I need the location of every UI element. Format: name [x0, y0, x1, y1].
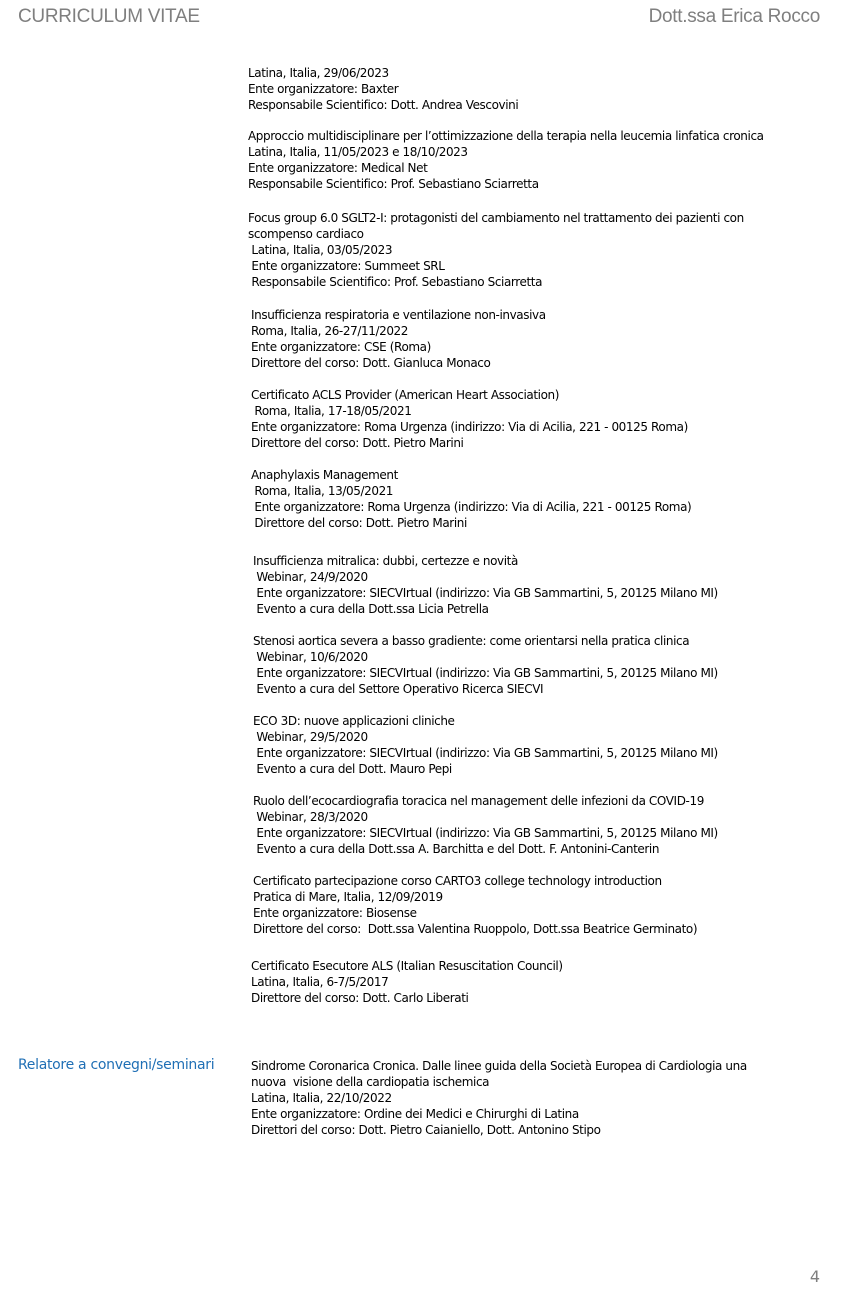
- speaker-line: Latina, Italia, 22/10/2022: [251, 1091, 392, 1105]
- course-line: Roma, Italia, 13/05/2021: [251, 484, 394, 498]
- course-entry: [251, 387, 688, 451]
- speaker-line: nuova visione della cardiopatia ischemica: [251, 1075, 490, 1089]
- course-line: Insufficienza respiratoria e ventilazione non-invasiva: [251, 308, 546, 322]
- course-line: Webinar, 10/6/2020: [253, 650, 368, 664]
- course-line: Direttore del corso: Dott.ssa Valentina Ruoppolo, Dott.ssa Beatrice Germinato): [253, 922, 698, 936]
- course-line: Ente organizzatore: CSE (Roma): [251, 340, 431, 354]
- course-line: Responsabile Scientifico: Dott. Andrea Vescovini: [248, 98, 519, 112]
- course-line: ECO 3D: nuove applicazioni cliniche: [253, 714, 455, 728]
- speaker-entry: [251, 1058, 747, 1138]
- course-line: Ente organizzatore: Roma Urgenza (indirizzo: Via di Acilia, 221 - 00125 Roma): [251, 500, 692, 514]
- course-line: Evento a cura della Dott.ssa Licia Petrella: [253, 602, 489, 616]
- course-line: Latina, Italia, 6-7/5/2017: [251, 975, 389, 989]
- course-entry: [253, 713, 718, 777]
- course-line: Pratica di Mare, Italia, 12/09/2019: [253, 890, 443, 904]
- course-entry: [248, 65, 518, 113]
- course-line: Webinar, 29/5/2020: [253, 730, 368, 744]
- course-line: Stenosi aortica severa a basso gradiente: come orientarsi nella pratica clinica: [253, 634, 690, 648]
- course-line: Ente organizzatore: Biosense: [253, 906, 417, 920]
- course-entry: [253, 873, 697, 937]
- course-line: Ente organizzatore: SIECVIrtual (indirizzo: Via GB Sammartini, 5, 20125 Milano MI): [253, 746, 718, 760]
- course-line: Direttore del corso: Dott. Pietro Marini: [251, 436, 464, 450]
- course-line: Anaphylaxis Management: [251, 468, 398, 482]
- course-line: Certificato ACLS Provider (American Heart Association): [251, 388, 560, 402]
- course-line: Evento a cura del Dott. Mauro Pepi: [253, 762, 452, 776]
- course-line: Direttore del corso: Dott. Gianluca Monaco: [251, 356, 491, 370]
- course-line: Focus group 6.0 SGLT2-I: protagonisti del cambiamento nel trattamento dei pazienti con: [248, 211, 744, 225]
- course-line: Certificato Esecutore ALS (Italian Resuscitation Council): [251, 959, 563, 973]
- course-line: Responsabile Scientifico: Prof. Sebastiano Sciarretta: [248, 177, 539, 191]
- course-line: Insufficienza mitralica: dubbi, certezze e novità: [253, 554, 518, 568]
- course-line: scompenso cardiaco: [248, 227, 364, 241]
- course-line: Ente organizzatore: Summeet SRL: [248, 259, 445, 273]
- course-entry: [248, 128, 764, 192]
- course-line: Ente organizzatore: Roma Urgenza (indirizzo: Via di Acilia, 221 - 00125 Roma): [251, 420, 688, 434]
- course-line: Webinar, 28/3/2020: [253, 810, 368, 824]
- course-line: Approccio multidisciplinare per l’ottimizzazione della terapia nella leucemia linfatica cronica: [248, 129, 764, 143]
- course-line: Latina, Italia, 11/05/2023 e 18/10/2023: [248, 145, 468, 159]
- course-line: Ente organizzatore: SIECVIrtual (indirizzo: Via GB Sammartini, 5, 20125 Milano MI): [253, 586, 718, 600]
- course-entry: [248, 210, 744, 290]
- course-entry: [253, 633, 718, 697]
- speaker-line: Sindrome Coronarica Cronica. Dalle linee guida della Società Europea di Cardiologia una: [251, 1059, 747, 1073]
- course-entry: [253, 553, 718, 617]
- course-entry: [251, 958, 563, 1006]
- header-author: Dott.ssa Erica Rocco: [648, 6, 820, 27]
- course-line: Roma, Italia, 26-27/11/2022: [251, 324, 409, 338]
- speaker-line: Ente organizzatore: Ordine dei Medici e Chirurghi di Latina: [251, 1107, 579, 1121]
- course-line: Ente organizzatore: Medical Net: [248, 161, 428, 175]
- course-line: Latina, Italia, 03/05/2023: [248, 243, 393, 257]
- course-entry: [253, 793, 718, 857]
- course-line: Direttore del corso: Dott. Carlo Liberati: [251, 991, 469, 1005]
- course-line: Webinar, 24/9/2020: [253, 570, 368, 584]
- course-entry: [251, 467, 691, 531]
- header-title: CURRICULUM VITAE: [18, 6, 200, 27]
- course-line: Certificato partecipazione corso CARTO3 college technology introduction: [253, 874, 662, 888]
- course-line: Ente organizzatore: Baxter: [248, 82, 399, 96]
- course-line: Responsabile Scientifico: Prof. Sebastiano Sciarretta: [248, 275, 543, 289]
- course-line: Ente organizzatore: SIECVIrtual (indirizzo: Via GB Sammartini, 5, 20125 Milano MI): [253, 826, 718, 840]
- course-line: Roma, Italia, 17-18/05/2021: [251, 404, 412, 418]
- speaker-line: Direttori del corso: Dott. Pietro Caianiello, Dott. Antonino Stipo: [251, 1123, 601, 1137]
- course-line: Evento a cura del Settore Operativo Ricerca SIECVI: [253, 682, 544, 696]
- course-line: Direttore del corso: Dott. Pietro Marini: [251, 516, 467, 530]
- course-line: Ruolo dell’ecocardiografia toracica nel management delle infezioni da COVID-19: [253, 794, 704, 808]
- course-entry: [251, 307, 546, 371]
- page-number: 4: [809, 1267, 820, 1286]
- section-heading-relatore: Relatore a convegni/seminari: [18, 1057, 215, 1073]
- course-line: Evento a cura della Dott.ssa A. Barchitta e del Dott. F. Antonini-Canterin: [253, 842, 660, 856]
- course-line: Latina, Italia, 29/06/2023: [248, 66, 389, 80]
- course-line: Ente organizzatore: SIECVIrtual (indirizzo: Via GB Sammartini, 5, 20125 Milano MI): [253, 666, 718, 680]
